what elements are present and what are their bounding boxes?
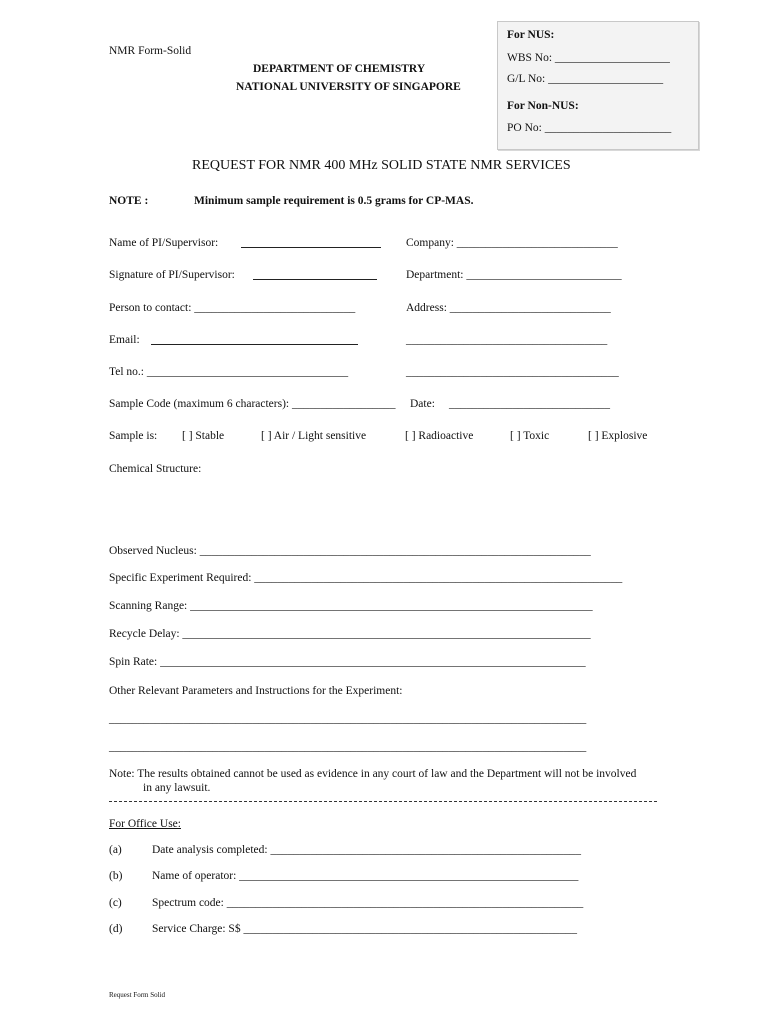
gl-field[interactable]: G/L No: ____________________: [507, 73, 664, 85]
date-analysis-completed-field[interactable]: Date analysis completed: ______________________________________________________: [152, 844, 581, 856]
email-label: Email:: [109, 334, 140, 346]
checkbox-stable[interactable]: [ ] Stable: [182, 430, 225, 442]
company-field[interactable]: Company: ____________________________: [406, 237, 618, 249]
office-b-label: (b): [109, 870, 123, 882]
spin-rate-field[interactable]: Spin Rate: __________________________________________________________________________: [109, 656, 586, 668]
address-line-3[interactable]: _____________________________________: [406, 366, 619, 378]
recycle-delay-field[interactable]: Recycle Delay: _______________________________________________________________________: [109, 628, 591, 640]
note-label: NOTE :: [109, 195, 149, 207]
email-field[interactable]: [151, 334, 358, 348]
signature-field[interactable]: [253, 269, 377, 283]
disclaimer-line-1: Note: The results obtained cannot be used as evidence in any court of law and the Department will not be involved: [109, 768, 637, 780]
office-c-label: (c): [109, 897, 122, 909]
nus-info-box: [497, 21, 699, 150]
department-field[interactable]: Department: ___________________________: [406, 269, 622, 281]
date-label: Date:: [410, 398, 435, 410]
disclaimer-line-2: in any lawsuit.: [143, 782, 211, 794]
address-line-2[interactable]: ___________________________________: [406, 334, 608, 346]
checkbox-air-light-sensitive[interactable]: [ ] Air / Light sensitive: [261, 430, 367, 442]
non-nus-label: For Non-NUS:: [507, 100, 579, 112]
pi-name-label: Name of PI/Supervisor:: [109, 237, 219, 249]
sample-code-field[interactable]: Sample Code (maximum 6 characters): __________________: [109, 398, 396, 410]
contact-field[interactable]: Person to contact: ____________________________: [109, 302, 356, 314]
dashed-divider: [109, 801, 657, 802]
office-a-label: (a): [109, 844, 122, 856]
observed-nucleus-field[interactable]: Observed Nucleus: ____________________________________________________________________: [109, 545, 591, 557]
note-text: Minimum sample requirement is 0.5 grams for CP-MAS.: [194, 195, 474, 207]
service-charge-field[interactable]: Service Charge: S$ __________________________________________________________: [152, 923, 577, 935]
wbs-field[interactable]: WBS No: ____________________: [507, 52, 670, 64]
checkbox-explosive[interactable]: [ ] Explosive: [588, 430, 648, 442]
tel-field[interactable]: Tel no.: ___________________________________: [109, 366, 349, 378]
checkbox-toxic[interactable]: [ ] Toxic: [510, 430, 550, 442]
sample-label: Sample is:: [109, 430, 158, 442]
page-footer: Request Form Solid: [109, 991, 166, 999]
form-id: NMR Form-Solid: [109, 45, 192, 57]
po-field[interactable]: PO No: ______________________: [507, 122, 672, 134]
university-name: NATIONAL UNIVERSITY OF SINGAPORE: [236, 81, 461, 93]
other-parameters-label: Other Relevant Parameters and Instructions for the Experiment:: [109, 685, 403, 697]
page-title: REQUEST FOR NMR 400 MHz SOLID STATE NMR SERVICES: [192, 158, 571, 173]
date-field[interactable]: ____________________________: [449, 398, 610, 410]
signature-label: Signature of PI/Supervisor:: [109, 269, 235, 281]
checkbox-radioactive[interactable]: [ ] Radioactive: [405, 430, 474, 442]
address-field[interactable]: Address: ____________________________: [406, 302, 611, 314]
specific-experiment-field[interactable]: Specific Experiment Required: ________________________________________________________________: [109, 572, 623, 584]
office-use-heading: For Office Use:: [109, 818, 181, 830]
operator-name-field[interactable]: Name of operator: ___________________________________________________________: [152, 870, 579, 882]
department-name: DEPARTMENT OF CHEMISTRY: [253, 63, 426, 75]
other-parameters-line-2[interactable]: ___________________________________________________________________________________: [109, 741, 587, 753]
other-parameters-line-1[interactable]: ___________________________________________________________________________________: [109, 713, 587, 725]
scanning-range-field[interactable]: Scanning Range: ______________________________________________________________________: [109, 600, 593, 612]
office-d-label: (d): [109, 923, 123, 935]
spectrum-code-field[interactable]: Spectrum code: ______________________________________________________________: [152, 897, 584, 909]
pi-name-field[interactable]: [241, 237, 381, 251]
chemical-structure-label: Chemical Structure:: [109, 463, 202, 475]
nus-label: For NUS:: [507, 29, 555, 41]
